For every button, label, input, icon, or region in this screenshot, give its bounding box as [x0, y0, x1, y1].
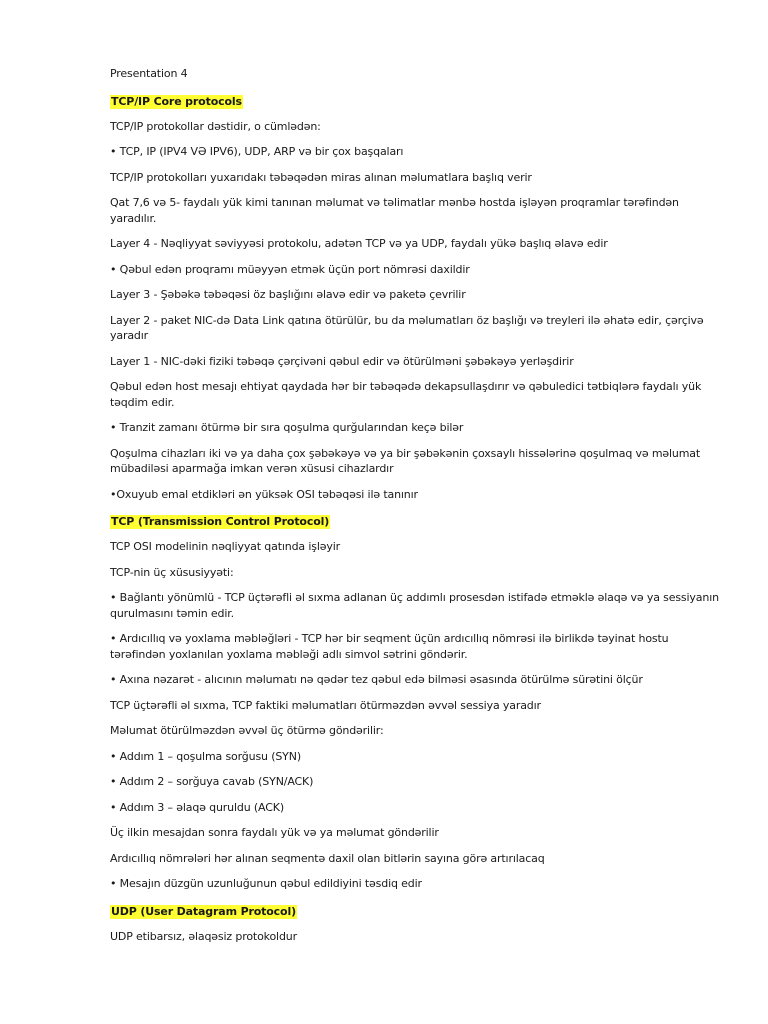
bullet-item: • Tranzit zamanı ötürmə bir sıra qoşulma qurğularından keçə bilər	[110, 421, 464, 434]
section-heading-wrap	[110, 92, 720, 109]
bullet-item: • Axına nəzarət - alıcının məlumatı nə qədər tez qəbul edə bilməsi əsasında ötürülmə sürətini ölçür	[110, 673, 643, 686]
paragraph: Qoşulma cihazları iki və ya daha çox şəbəkəyə və ya bir şəbəkənin çoxsaylı hissələrinə qoşulmaq və məlumat mübadiləsi aparmağa imkan verən xüsusi cihazlardır	[110, 446, 701, 475]
bullet-item: • Addım 1 – qoşulma sorğusu (SYN)	[110, 749, 301, 763]
paragraph: Layer 1 - NIC-dəki fiziki təbəqə çərçivəni qəbul edir və ötürülməni şəbəkəyə yerləşdirir	[110, 354, 574, 368]
bullet-item: • Ardıcıllıq və yoxlama məbləğləri - TCP hər bir seqment üçün ardıcıllıq nömrəsi ilə birlikdə təyinat hostu tərəfindən yoxlanılan yoxlama məbləği adlı simvol sətrini göndərir.	[110, 632, 669, 661]
bullet-item: • Addım 2 – sorğuya cavab (SYN/ACK)	[110, 775, 314, 788]
bullet-item: • Mesajın düzgün uzunluğunun qəbul edildiyini təsdiq edir	[110, 877, 422, 890]
document-page	[110, 66, 720, 954]
paragraph: Layer 2 - paket NIC-də Data Link qatına ötürülür, bu da məlumatları öz başlığı və treyleri ilə əhatə edir, çərçivə yaradır	[110, 313, 704, 342]
paragraph: TCP OSI modelinin nəqliyyat qatında işləyir	[110, 540, 341, 553]
bullet-item: • Bağlantı yönümlü - TCP üçtərəfli əl sıxma adlanan üç addımlı prosesdən istifadə etməklə əlaqə və ya sessiyanın qurulmasını təmin edir.	[110, 591, 719, 620]
section-heading-udp: UDP (User Datagram Protocol)	[111, 904, 296, 918]
paragraph: Qat 7,6 və 5- faydalı yük kimi tanınan məlumat və təlimatlar mənbə hostda işləyən proqramlar tərəfindən yaradılır.	[110, 196, 679, 225]
paragraph: Məlumat ötürülməzdən əvvəl üç ötürmə göndərilir:	[110, 724, 384, 737]
bullet-item: • Addım 3 – əlaqə quruldu (ACK)	[110, 800, 284, 814]
paragraph: Layer 3 - Şəbəkə təbəqəsi öz başlığını əlavə edir və paketə çevrilir	[110, 288, 466, 301]
paragraph: Qəbul edən host mesajı ehtiyat qaydada hər bir təbəqədə dekapsullaşdırır və qəbuledici tətbiqlərə faydalı yük təqdim edir.	[110, 380, 702, 409]
paragraph: TCP/IP protokolları yuxarıdakı təbəqədən miras alınan məlumatlara başlıq verir	[110, 170, 532, 184]
paragraph: Üç ilkin mesajdan sonra faydalı yük və ya məlumat göndərilir	[110, 826, 439, 839]
section-heading-tcp: TCP (Transmission Control Protocol)	[111, 515, 330, 528]
bullet-item: • TCP, IP (IPV4 VƏ IPV6), UDP, ARP və bir çox başqaları	[110, 145, 404, 158]
paragraph: Layer 4 - Nəqliyyat səviyyəsi protokolu, adətən TCP və ya UDP, faydalı yükə başlıq əlavə edir	[110, 237, 608, 250]
paragraph: TCP üçtərəfli əl sıxma, TCP faktiki məlumatları ötürməzdən əvvəl sessiya yaradır	[110, 698, 541, 712]
section-heading-wrap	[110, 902, 720, 919]
section-heading-wrap	[110, 512, 720, 529]
paragraph: Ardıcıllıq nömrələri hər alınan seqmentə daxil olan bitlərin sayına görə artırılacaq	[110, 851, 545, 865]
paragraph: TCP/IP protokollar dəstidir, o cümlədən:	[110, 119, 321, 133]
document-title: Presentation 4	[110, 67, 188, 80]
section-heading-tcpip: TCP/IP Core protocols	[111, 94, 242, 108]
paragraph: UDP etibarsız, əlaqəsiz protokoldur	[110, 929, 297, 943]
bullet-item: •Oxuyub emal etdikləri ən yüksək OSI təbəqəsi ilə tanınır	[110, 487, 418, 501]
paragraph: TCP-nin üç xüsusiyyəti:	[110, 565, 234, 579]
bullet-item: • Qəbul edən proqramı müəyyən etmək üçün port nömrəsi daxildir	[110, 262, 470, 276]
